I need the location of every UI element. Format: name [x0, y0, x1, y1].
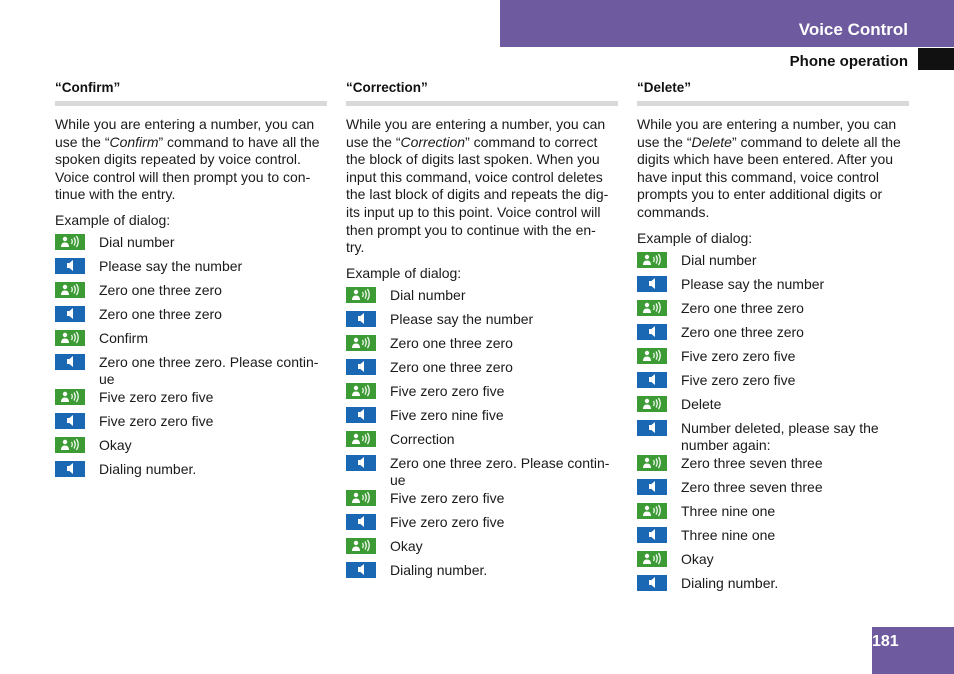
speaker-icon [55, 413, 85, 429]
dialog-list [637, 251, 909, 598]
speaking-person-icon [346, 538, 376, 554]
section-tab-marker [918, 48, 954, 70]
speaker-icon [346, 562, 376, 578]
intro-text-start: While you are entering a number, you can use the “ [637, 116, 897, 150]
speaking-person-icon [55, 389, 85, 405]
dialog-text: Okay [390, 537, 423, 554]
dialog-line-system [637, 419, 909, 454]
dialog-line-user [346, 286, 618, 310]
example-label: Example of dialog: [55, 211, 171, 228]
dialog-line-user [637, 502, 909, 526]
column-correction [346, 80, 618, 585]
column-confirm [55, 80, 327, 484]
speaker-icon [55, 258, 85, 274]
intro-paragraph [346, 116, 618, 257]
dialog-line-user [346, 537, 618, 561]
speaker-icon [55, 306, 85, 322]
dialog-list [346, 286, 618, 585]
speaker-icon [346, 407, 376, 423]
dialog-text: Zero three seven three [681, 478, 823, 495]
speaker-icon [55, 461, 85, 477]
dialog-text: Zero three seven three [681, 454, 823, 471]
speaking-person-icon [55, 437, 85, 453]
dialog-text: Number deleted, please say the number again: [681, 419, 879, 453]
dialog-text: Dialing number. [390, 561, 488, 578]
command-name: Delete [691, 133, 732, 150]
dialog-line-system [637, 526, 909, 550]
column-delete [637, 80, 909, 598]
dialog-text: Five zero zero five [681, 347, 796, 364]
command-name: Correction [400, 133, 466, 150]
dialog-line-user [637, 395, 909, 419]
column-heading: “Confirm” [55, 80, 327, 106]
speaker-icon [637, 527, 667, 543]
dialog-line-user [637, 251, 909, 275]
speaking-person-icon [55, 282, 85, 298]
speaking-person-icon [55, 330, 85, 346]
dialog-line-system [55, 353, 327, 388]
dialog-text: Five zero zero five [99, 412, 214, 429]
speaking-person-icon [637, 252, 667, 268]
dialog-line-user [637, 550, 909, 574]
intro-text-start: While you are entering a number, you can use the “ [55, 116, 315, 150]
speaker-icon [346, 455, 376, 471]
dialog-text: Please say the number [99, 257, 243, 274]
dialog-text: Five zero zero five [99, 388, 214, 405]
dialog-line-system [346, 513, 618, 537]
speaker-icon [346, 359, 376, 375]
intro-text-end: ” command to have all the spoken digits repeated by voice control. Voice control will then prompt you to con- tinue with the entry. [55, 133, 320, 203]
dialog-text: Five zero zero five [681, 371, 796, 388]
dialog-text: Zero one three zero [99, 281, 222, 298]
dialog-line-system [637, 478, 909, 502]
column-heading: “Correction” [346, 80, 618, 106]
speaking-person-icon [637, 551, 667, 567]
dialog-line-system [346, 358, 618, 382]
dialog-text: Five zero nine five [390, 406, 504, 423]
dialog-text: Three nine one [681, 502, 776, 519]
speaker-icon [55, 354, 85, 370]
example-label: Example of dialog: [637, 229, 753, 246]
dialog-line-user [55, 436, 327, 460]
dialog-line-system [55, 257, 327, 281]
dialog-line-user [55, 233, 327, 257]
speaker-icon [637, 575, 667, 591]
dialog-text: Dial number [99, 233, 175, 250]
dialog-line-user [55, 281, 327, 305]
dialog-line-system [346, 561, 618, 585]
speaking-person-icon [637, 396, 667, 412]
dialog-text: Zero one three zero. Please contin- ue [99, 353, 319, 387]
dialog-line-system [55, 460, 327, 484]
dialog-line-user [55, 388, 327, 412]
dialog-line-system [346, 310, 618, 334]
speaking-person-icon [346, 431, 376, 447]
speaking-person-icon [346, 490, 376, 506]
dialog-text: Five zero zero five [390, 382, 505, 399]
dialog-text: Zero one three zero [390, 358, 513, 375]
intro-paragraph [637, 116, 909, 222]
speaking-person-icon [346, 335, 376, 351]
dialog-text: Dial number [681, 251, 757, 268]
speaking-person-icon [637, 455, 667, 471]
speaking-person-icon [346, 383, 376, 399]
dialog-line-system [55, 412, 327, 436]
dialog-text: Zero one three zero [681, 323, 804, 340]
speaker-icon [637, 276, 667, 292]
dialog-line-user [637, 347, 909, 371]
speaking-person-icon [637, 348, 667, 364]
dialog-text: Correction [390, 430, 455, 447]
intro-text-start: While you are entering a number, you can use the “ [346, 116, 606, 150]
dialog-text: Dialing number. [681, 574, 779, 591]
dialog-text: Zero one three zero [681, 299, 804, 316]
speaker-icon [637, 372, 667, 388]
dialog-text: Dialing number. [99, 460, 197, 477]
page-number: 181 [872, 633, 899, 650]
intro-text-end: ” command to correct the block of digits last spoken. When you input this command, voice control deletes the last block of digits and repeats the dig- its input up to this point. Voice control will then prompt you to continue with the en- try. [346, 133, 609, 256]
section-title: Voice Control [798, 20, 908, 39]
dialog-text: Five zero zero five [390, 489, 505, 506]
dialog-text: Zero one three zero [390, 334, 513, 351]
dialog-text: Zero one three zero [99, 305, 222, 322]
dialog-text: Confirm [99, 329, 149, 346]
dialog-text: Delete [681, 395, 722, 412]
dialog-line-user [346, 334, 618, 358]
dialog-text: Zero one three zero. Please contin- ue [390, 454, 610, 488]
dialog-line-user [637, 299, 909, 323]
page-number-box [872, 627, 954, 674]
dialog-line-user [346, 430, 618, 454]
dialog-list [55, 233, 327, 484]
command-name: Confirm [109, 133, 159, 150]
dialog-line-system [637, 574, 909, 598]
dialog-line-system [55, 305, 327, 329]
subsection-title: Phone operation [789, 53, 908, 70]
dialog-text: Okay [681, 550, 714, 567]
speaker-icon [637, 479, 667, 495]
example-label: Example of dialog: [346, 264, 462, 281]
column-heading: “Delete” [637, 80, 909, 106]
speaking-person-icon [637, 300, 667, 316]
dialog-line-user [346, 382, 618, 406]
dialog-text: Please say the number [390, 310, 534, 327]
dialog-line-user [55, 329, 327, 353]
speaking-person-icon [637, 503, 667, 519]
dialog-line-system [346, 454, 618, 489]
intro-text-end: ” command to delete all the digits which have been entered. After you have input this command, voice control prompts you to enter additional digits or commands. [637, 133, 901, 220]
dialog-text: Dial number [390, 286, 466, 303]
speaking-person-icon [55, 234, 85, 250]
header-bar [500, 0, 954, 47]
dialog-line-system [637, 323, 909, 347]
speaker-icon [346, 514, 376, 530]
dialog-line-system [346, 406, 618, 430]
dialog-text: Please say the number [681, 275, 825, 292]
speaker-icon [637, 420, 667, 436]
dialog-text: Three nine one [681, 526, 776, 543]
speaker-icon [346, 311, 376, 327]
speaking-person-icon [346, 287, 376, 303]
dialog-line-user [346, 489, 618, 513]
dialog-text: Five zero zero five [390, 513, 505, 530]
dialog-line-system [637, 275, 909, 299]
speaker-icon [637, 324, 667, 340]
dialog-line-system [637, 371, 909, 395]
intro-paragraph [55, 116, 327, 204]
dialog-text: Okay [99, 436, 132, 453]
dialog-line-user [637, 454, 909, 478]
